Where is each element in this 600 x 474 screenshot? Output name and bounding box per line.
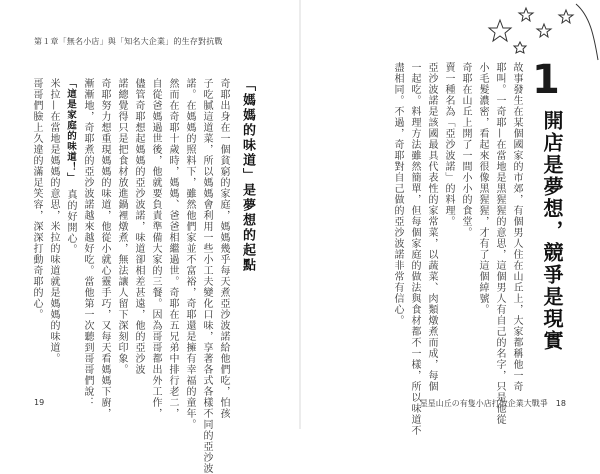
right-column: 亞沙波諾是該國最具代表性的家常菜，以蔬菜、肉類燉煮而成，每個 [426, 62, 437, 392]
left-column: 自從爸媽過世後，他就要負責準備大家的三餐。因為哥哥都出外工作， [150, 78, 161, 419]
left-column: 奇耶出身在一個貧窮的家庭，媽媽幾乎每天煮亞沙波諾給他們吃，怕孩 [218, 78, 229, 419]
chapter-number: 1 [532, 57, 560, 103]
left-column: 漸漸地，奇耶煮的亞沙波諾越來越好吃。當他第一次聽到哥哥們說： [82, 78, 93, 408]
chapter-title: 開店是夢想，競爭是現實 [540, 110, 564, 352]
section-subheading: 「媽媽的味道」是夢想的起點 [240, 78, 255, 273]
left-column: 然而在奇耶十歲時，媽媽、爸爸相繼過世。奇耶在五兄弟中排行老二， [167, 78, 178, 419]
left-column: 儘管奇耶想起媽媽的亞沙波諾，味道卻相差甚遠，他的亞沙波 [133, 78, 144, 375]
right-column: 奇耶在山丘上開了一間小小的食堂。 [460, 62, 471, 238]
page-number-right: 星星山丘の有隻小店打敗企業大戰爭 18 [419, 399, 566, 408]
left-column: 米拉—在當地是媽媽的意思，米拉的味道就是媽媽的味道。 [48, 78, 59, 364]
page-gutter [299, 0, 301, 429]
left-column: 奇耶努力想重現媽媽的味道，他從小就心靈手巧，又每天看媽媽下廚， [99, 78, 110, 419]
right-column: 盡相同。不過，奇耶對自己做的亞沙波諾非常有信心。 [392, 62, 403, 326]
left-column: 子吃膩這道菜，所以媽媽會利用一些小工夫變化口味，享著各式各樣不同的亞沙波 [201, 78, 212, 474]
running-head: 第１章「無名小店」與「知名大企業」的生存對抗戰 [34, 37, 223, 46]
quote: 「這是家庭的味道！」 [65, 78, 76, 179]
page-number-left: 19 [34, 398, 45, 407]
left-column: 諾。在媽媽的照料下，雖然他們家並不富裕，奇耶還是擁有幸福的童年。 [184, 78, 195, 430]
right-column: 故事發生在某個國家的市郊，有個男人住在山丘上，大家都稱他一奇 [511, 62, 522, 392]
right-column: 一起吃。料理方法雖然簡單，但每個家庭的做法與食材都不一樣，所以味道不 [409, 62, 420, 436]
right-column: 小毛髮濃密，看起來很像黑猩猩，才有了這個綽號。 [477, 62, 488, 315]
right-column: 耶叫。一奇耶—在當地是黑猩猩的意思，這個男人有自己的名字，只是他從 [494, 62, 505, 425]
left-column: 哥哥們臉上久違的滿足笑容，深深打動奇耶的心。 [31, 78, 42, 320]
right-column: 賣一種名為「亞沙波諾」的料理。 [443, 62, 454, 227]
left-column: 諾總覺得只是把食材放進鍋裡燉煮，無法讓人留下深刻印象。 [116, 78, 127, 375]
left-column: 真的好開心。 [65, 189, 76, 256]
star-decoration-icon [480, 2, 600, 62]
